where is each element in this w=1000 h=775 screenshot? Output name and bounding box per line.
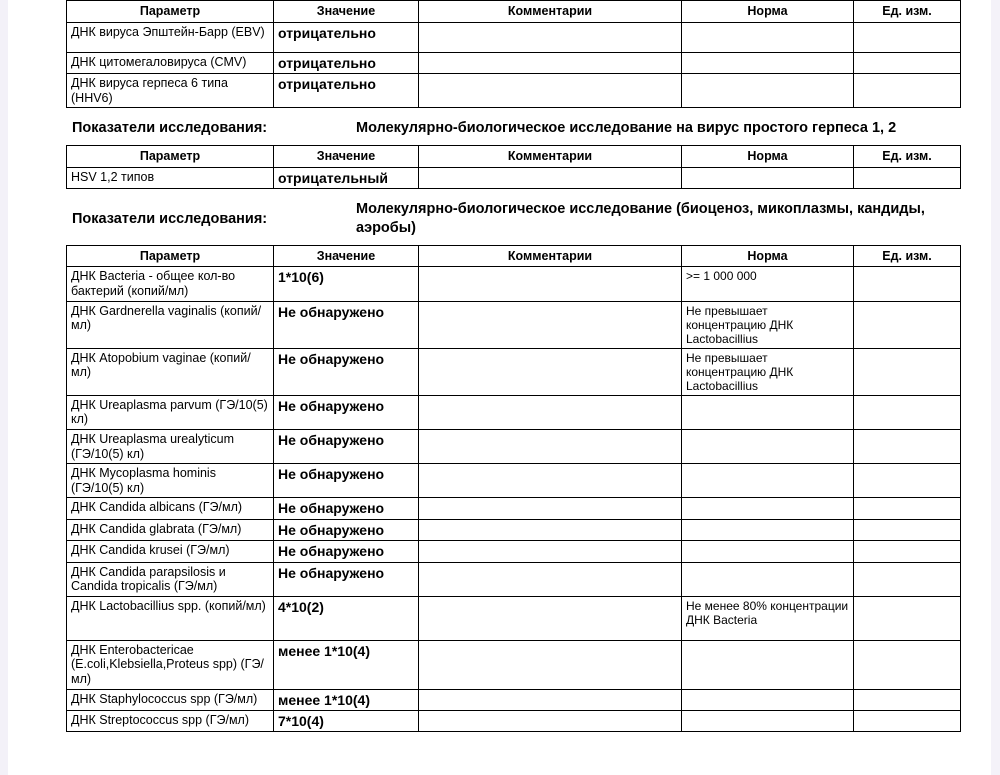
- page-right-margin: [991, 0, 1000, 775]
- cell-param: ДНК Lactobacillius spp. (копий/мл): [67, 596, 274, 640]
- cell-unit: [854, 301, 961, 348]
- cell-norm: [682, 395, 854, 429]
- table-row: [67, 498, 961, 519]
- cell-param: ДНК Ureaplasma urealyticum (ГЭ/10(5) кл): [67, 429, 274, 463]
- cell-param: ДНК Staphylococcus spp (ГЭ/мл): [67, 689, 274, 710]
- results-table-hsv: [66, 145, 961, 189]
- cell-param: ДНК Streptococcus spp (ГЭ/мл): [67, 711, 274, 732]
- cell-value: Не обнаружено: [274, 562, 419, 596]
- column-header-norm: Норма: [682, 146, 854, 168]
- table-row: [67, 711, 961, 732]
- column-header-comment: Комментарии: [419, 245, 682, 267]
- cell-value: отрицательный: [274, 168, 419, 189]
- results-table-herpes-group: [66, 0, 961, 108]
- table-row: [67, 429, 961, 463]
- cell-comment: [419, 519, 682, 540]
- column-header-unit: Ед. изм.: [854, 146, 961, 168]
- page-left-margin: [0, 0, 8, 775]
- cell-param: ДНК Candida albicans (ГЭ/мл): [67, 498, 274, 519]
- cell-param: ДНК Candida krusei (ГЭ/мл): [67, 541, 274, 562]
- cell-comment: [419, 52, 682, 73]
- cell-unit: [854, 519, 961, 540]
- table-row: [67, 395, 961, 429]
- table-row: [67, 348, 961, 395]
- cell-unit: [854, 689, 961, 710]
- cell-value: отрицательно: [274, 52, 419, 73]
- column-header-comment: Комментарии: [419, 146, 682, 168]
- cell-comment: [419, 711, 682, 732]
- table-row: [67, 52, 961, 73]
- cell-value: Не обнаружено: [274, 348, 419, 395]
- cell-value: 4*10(2): [274, 596, 419, 640]
- column-header-norm: Норма: [682, 1, 854, 23]
- cell-unit: [854, 640, 961, 689]
- cell-value: 7*10(4): [274, 711, 419, 732]
- results-table-biocenosis: [66, 245, 961, 733]
- cell-comment: [419, 429, 682, 463]
- cell-value: 1*10(6): [274, 267, 419, 301]
- cell-unit: [854, 267, 961, 301]
- table-header-row: [67, 245, 961, 267]
- cell-value: Не обнаружено: [274, 464, 419, 498]
- cell-norm: [682, 711, 854, 732]
- table-row: [67, 689, 961, 710]
- cell-norm: [682, 541, 854, 562]
- section-title: Молекулярно-биологическое исследование (биоценоз, микоплазмы, кандиды, аэробы): [356, 201, 925, 236]
- cell-param: ДНК цитомегаловируса (CMV): [67, 52, 274, 73]
- cell-norm: Не превышает концентрацию ДНК Lactobacillius: [682, 301, 854, 348]
- cell-unit: [854, 541, 961, 562]
- cell-comment: [419, 541, 682, 562]
- cell-comment: [419, 640, 682, 689]
- cell-param: ДНК вируса Эпштейн-Барр (EBV): [67, 22, 274, 52]
- cell-norm: [682, 168, 854, 189]
- table-row: [67, 22, 961, 52]
- cell-param: ДНК Enterobactericae (E.coli,Klebsiella,Proteus spp) (ГЭ/мл): [67, 640, 274, 689]
- cell-comment: [419, 348, 682, 395]
- cell-comment: [419, 301, 682, 348]
- cell-unit: [854, 348, 961, 395]
- section-heading-hsv: [66, 119, 960, 137]
- cell-value: менее 1*10(4): [274, 640, 419, 689]
- cell-unit: [854, 395, 961, 429]
- column-header-comment: Комментарии: [419, 1, 682, 23]
- cell-norm: [682, 22, 854, 52]
- table-row: [67, 519, 961, 540]
- cell-value: отрицательно: [274, 22, 419, 52]
- column-header-norm: Норма: [682, 245, 854, 267]
- cell-comment: [419, 689, 682, 710]
- cell-unit: [854, 429, 961, 463]
- cell-unit: [854, 711, 961, 732]
- table-row: [67, 267, 961, 301]
- cell-param: ДНК Candida parapsilosis и Candida tropicalis (ГЭ/мл): [67, 562, 274, 596]
- cell-norm: [682, 429, 854, 463]
- column-header-value: Значение: [274, 245, 419, 267]
- section-label: Показатели исследования:: [72, 120, 268, 137]
- table-row: [67, 168, 961, 189]
- cell-value: Не обнаружено: [274, 498, 419, 519]
- cell-norm: [682, 464, 854, 498]
- section-label: Показатели исследования:: [72, 210, 268, 227]
- cell-norm: [682, 562, 854, 596]
- cell-norm: [682, 519, 854, 540]
- table-header-row: [67, 1, 961, 23]
- cell-param: ДНК Bacteria - общее кол-во бактерий (копий/мл): [67, 267, 274, 301]
- report-content: [66, 0, 960, 732]
- cell-param: ДНК Atopobium vaginae (копий/мл): [67, 348, 274, 395]
- cell-unit: [854, 562, 961, 596]
- column-header-value: Значение: [274, 1, 419, 23]
- cell-comment: [419, 464, 682, 498]
- table-row: [67, 541, 961, 562]
- cell-comment: [419, 596, 682, 640]
- cell-value: отрицательно: [274, 74, 419, 108]
- table-header-row: [67, 146, 961, 168]
- cell-value: Не обнаружено: [274, 301, 419, 348]
- cell-unit: [854, 74, 961, 108]
- column-header-param: Параметр: [67, 146, 274, 168]
- section-title: Молекулярно-биологическое исследование на вирус простого герпеса 1, 2: [356, 120, 897, 137]
- cell-unit: [854, 22, 961, 52]
- cell-unit: [854, 498, 961, 519]
- table-row: [67, 596, 961, 640]
- cell-comment: [419, 74, 682, 108]
- cell-comment: [419, 22, 682, 52]
- cell-value: Не обнаружено: [274, 395, 419, 429]
- cell-param: ДНК Gardnerella vaginalis (копий/мл): [67, 301, 274, 348]
- cell-param: ДНК Mycoplasma hominis (ГЭ/10(5) кл): [67, 464, 274, 498]
- cell-unit: [854, 168, 961, 189]
- cell-value: менее 1*10(4): [274, 689, 419, 710]
- cell-param: ДНК Candida glabrata (ГЭ/мл): [67, 519, 274, 540]
- column-header-param: Параметр: [67, 245, 274, 267]
- column-header-param: Параметр: [67, 1, 274, 23]
- cell-comment: [419, 562, 682, 596]
- cell-unit: [854, 52, 961, 73]
- cell-param: ДНК вируса герпеса 6 типа (HHV6): [67, 74, 274, 108]
- section-heading-biocenosis: [66, 200, 960, 236]
- cell-norm: >= 1 000 000: [682, 267, 854, 301]
- column-header-unit: Ед. изм.: [854, 1, 961, 23]
- cell-norm: [682, 52, 854, 73]
- cell-param: ДНК Ureaplasma parvum (ГЭ/10(5) кл): [67, 395, 274, 429]
- cell-norm: [682, 498, 854, 519]
- cell-norm: [682, 640, 854, 689]
- cell-value: Не обнаружено: [274, 429, 419, 463]
- table-row: [67, 562, 961, 596]
- table-row: [67, 464, 961, 498]
- cell-value: Не обнаружено: [274, 541, 419, 562]
- cell-norm: [682, 689, 854, 710]
- cell-comment: [419, 267, 682, 301]
- cell-param: HSV 1,2 типов: [67, 168, 274, 189]
- cell-norm: [682, 74, 854, 108]
- column-header-value: Значение: [274, 146, 419, 168]
- cell-comment: [419, 168, 682, 189]
- cell-value: Не обнаружено: [274, 519, 419, 540]
- cell-norm: Не превышает концентрацию ДНК Lactobacillius: [682, 348, 854, 395]
- table-row: [67, 640, 961, 689]
- cell-comment: [419, 395, 682, 429]
- cell-unit: [854, 464, 961, 498]
- cell-norm: Не менее 80% концентрации ДНК Bacteria: [682, 596, 854, 640]
- table-row: [67, 74, 961, 108]
- table-row: [67, 301, 961, 348]
- column-header-unit: Ед. изм.: [854, 245, 961, 267]
- cell-unit: [854, 596, 961, 640]
- cell-comment: [419, 498, 682, 519]
